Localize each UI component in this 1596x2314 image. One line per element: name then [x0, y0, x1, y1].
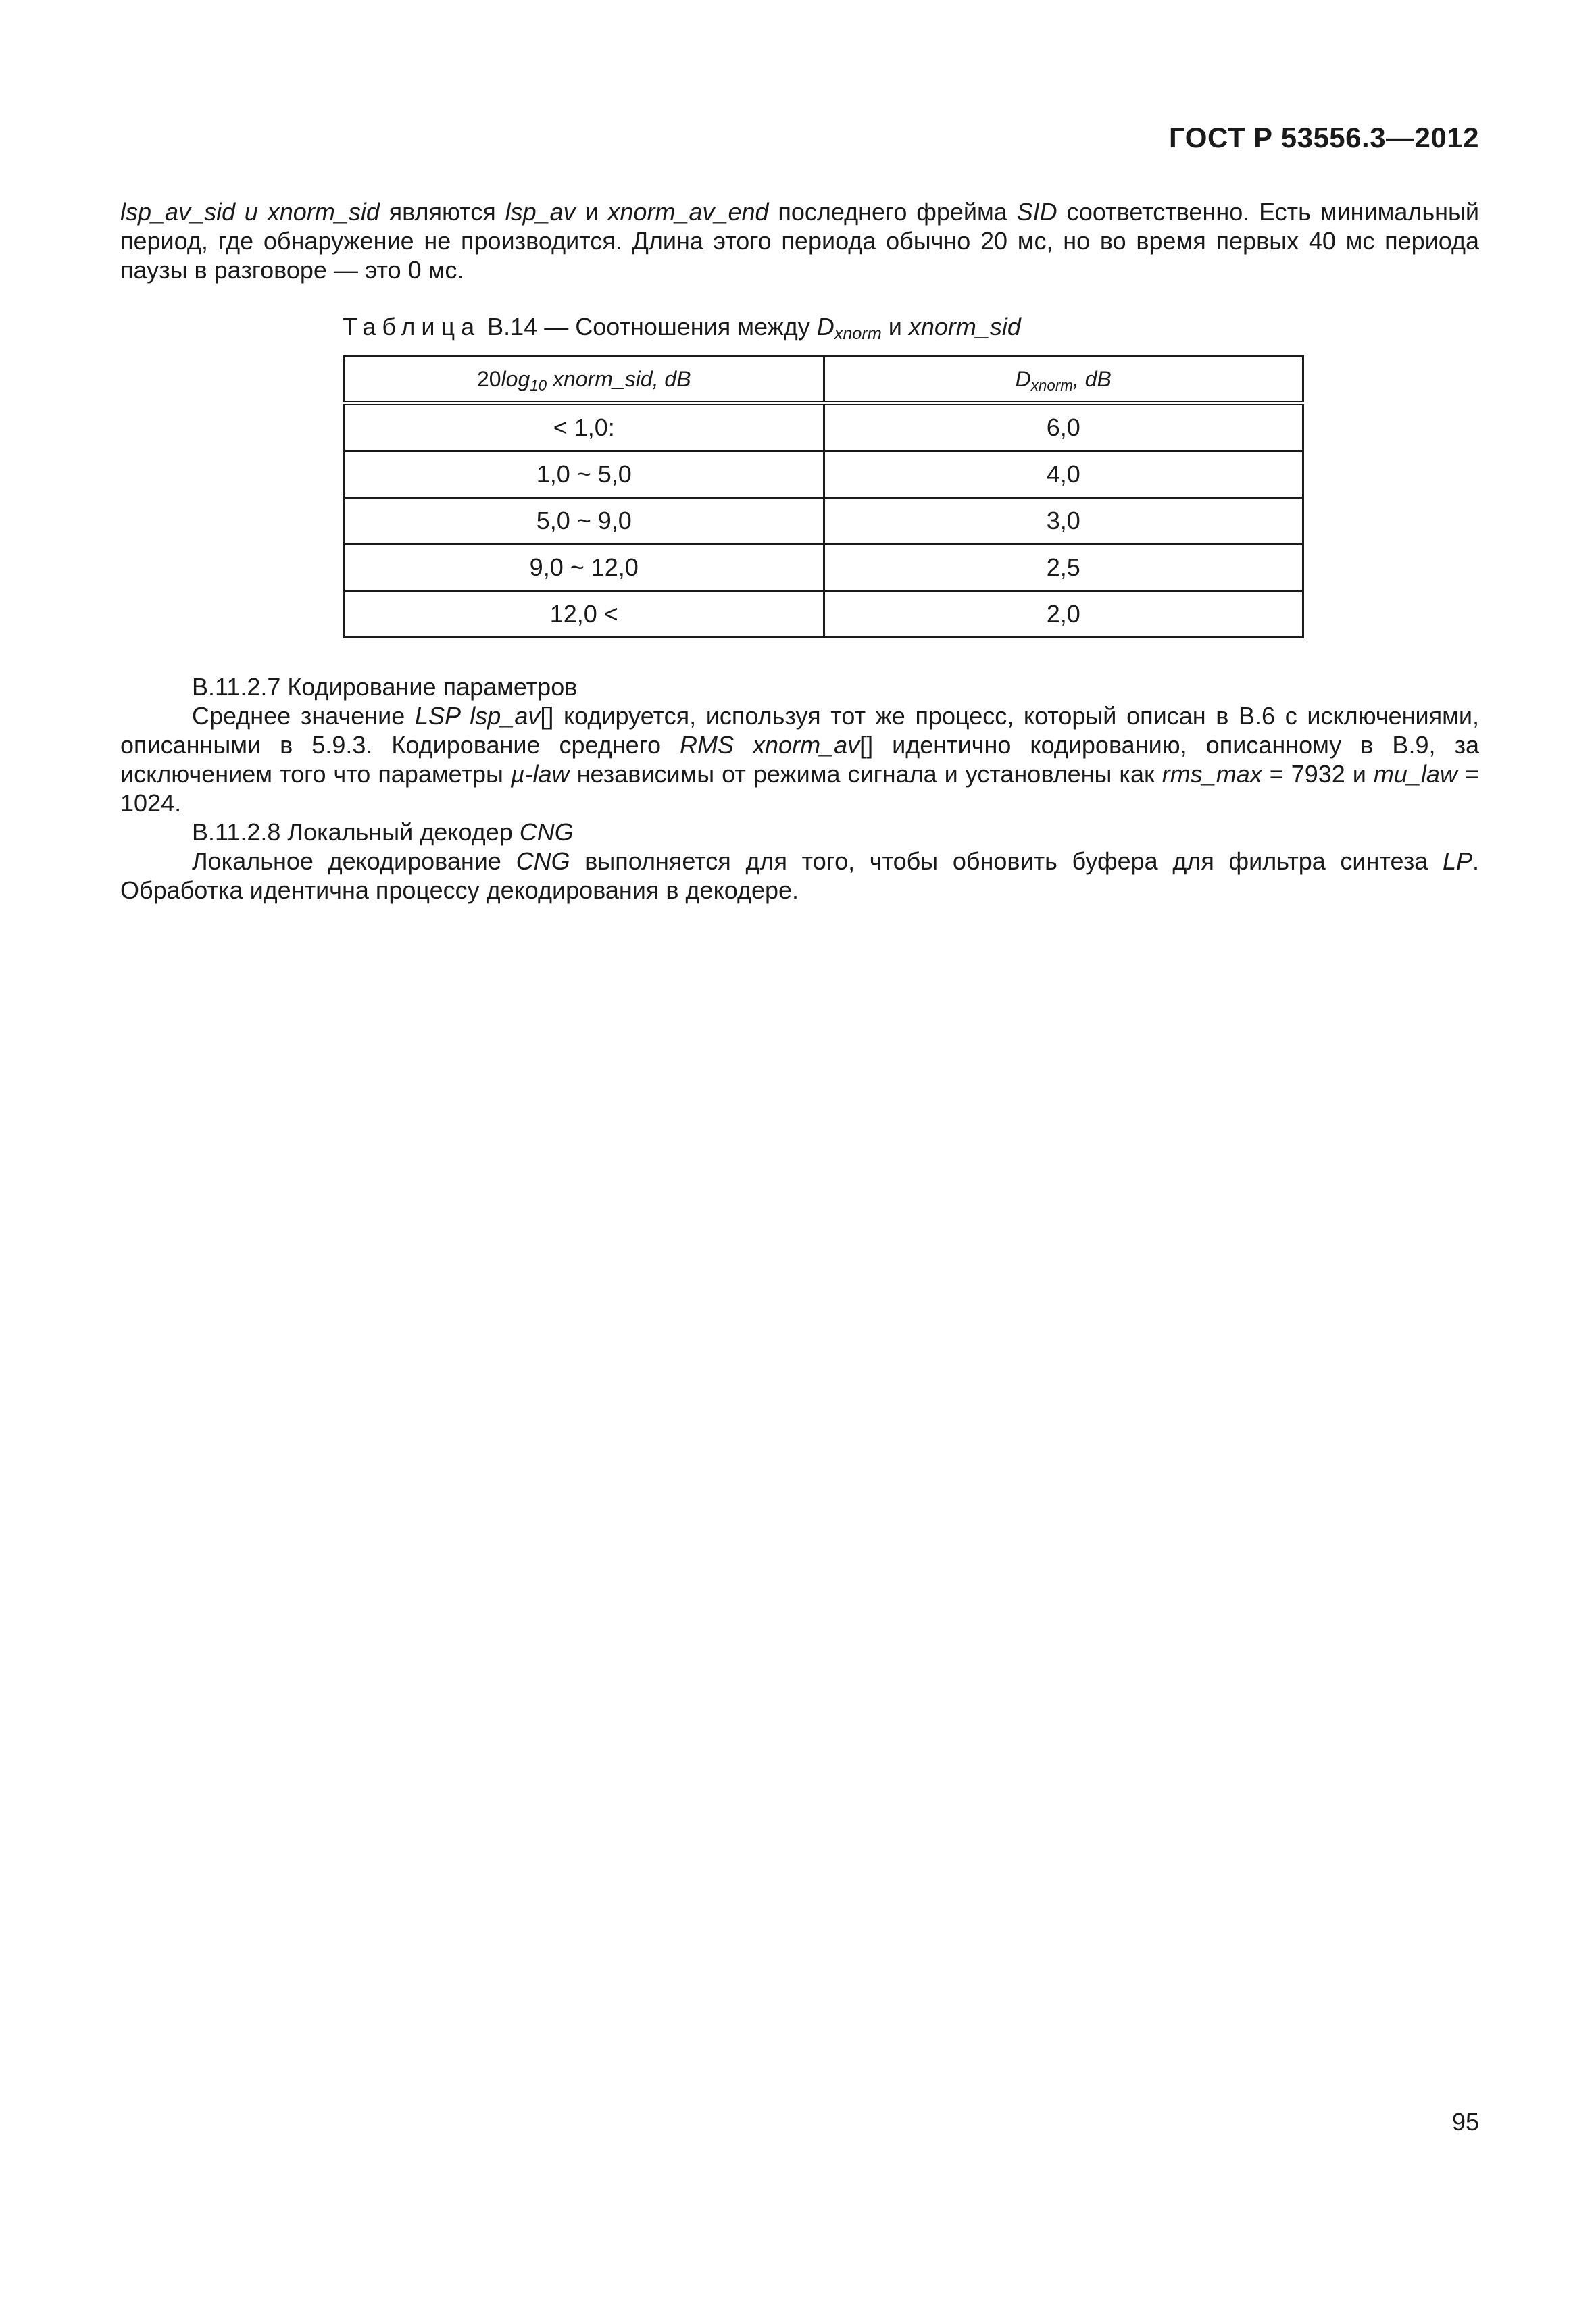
table-row	[345, 591, 1303, 638]
body-text: [] кодируется, используя тот же процесс, который описан в В.6 с исключениями, описанными в 5.9.3. Кодирование среднего	[120, 702, 1480, 759]
col1-log: log	[501, 366, 530, 391]
value-cell: 2,0	[824, 591, 1303, 638]
table-row	[345, 545, 1303, 591]
term-lsp-av-sid: lsp_av_sid	[120, 198, 236, 226]
caption-connector: и	[881, 313, 909, 341]
section-heading-b1128	[120, 818, 1479, 847]
term-lsp: LSP lsp_av	[414, 702, 541, 730]
intro-paragraph	[120, 197, 1479, 284]
term-mu-law: µ-law	[510, 760, 570, 788]
term-mu-law-param: mu_law	[1373, 760, 1457, 788]
body-text: Среднее значение	[192, 702, 415, 730]
table-row	[345, 451, 1303, 498]
body-text: Локальное декодирование	[192, 847, 516, 875]
connector-text: u	[235, 198, 268, 226]
range-cell: 12,0 <	[345, 591, 824, 638]
section-paragraph-b1128	[120, 847, 1479, 905]
table-caption-label: Таблица	[343, 313, 481, 341]
body-text: выполняется для того, чтобы обновить буфера для фильтра синтеза	[570, 847, 1443, 875]
term-rms-max: rms_max	[1162, 760, 1262, 788]
term-lp: LP	[1442, 847, 1472, 875]
body-text: . Обработка идентична процессу декодирования в декодере.	[120, 847, 1479, 904]
caption-d-subscript: xnorm	[834, 324, 882, 343]
section-block	[120, 672, 1479, 905]
term-lsp-av: lsp_av	[505, 198, 576, 226]
heading-term-cng: CNG	[519, 818, 574, 846]
range-cell: 5,0 ~ 9,0	[345, 498, 824, 545]
value-cell: 3,0	[824, 498, 1303, 545]
range-cell: 1,0 ~ 5,0	[345, 451, 824, 498]
body-text: = 1024.	[120, 760, 1479, 817]
value-cell: 4,0	[824, 451, 1303, 498]
section-heading-b1127: В.11.2.7 Кодирование параметров	[192, 673, 578, 701]
col2-d-subscript: xnorm	[1030, 376, 1073, 394]
body-text: и	[575, 198, 608, 226]
body-text: = 7932 и	[1262, 760, 1374, 788]
caption-d-symbol: D	[816, 313, 834, 341]
table-caption	[343, 312, 1021, 341]
table-caption-title: В.14 — Соотношения между	[480, 313, 817, 341]
table-row	[345, 498, 1303, 545]
document-standard-header: ГОСТ Р 53556.3—2012	[1169, 122, 1479, 153]
col2-d-symbol: D	[1015, 366, 1031, 391]
term-cng: CNG	[516, 847, 570, 875]
col1-prefix: 20	[476, 366, 501, 391]
section-paragraph-b1127	[120, 701, 1479, 818]
range-cell: 9,0 ~ 12,0	[345, 545, 824, 591]
heading-text: В.11.2.8 Локальный декодер	[192, 818, 520, 846]
column-header-xnorm-sid	[345, 357, 824, 403]
value-cell: 2,5	[824, 545, 1303, 591]
term-xnorm-sid: xnorm_sid	[267, 198, 380, 226]
page-number: 95	[1451, 2108, 1479, 2136]
intro-paragraph-block	[120, 197, 1479, 284]
col2-unit: , dB	[1072, 366, 1112, 391]
column-header-dxnorm	[824, 357, 1303, 403]
body-text: [] идентично кодированию, описанному в В.9, за исключением того что параметры	[120, 731, 1480, 788]
term-rms: RMS xnorm_av	[680, 731, 860, 759]
term-xnorm-av-end: xnorm_av_end	[607, 198, 769, 226]
caption-xnorm-sid: xnorm_sid	[908, 313, 1021, 341]
col1-label: xnorm_sid, dB	[547, 366, 691, 391]
body-text: последнего фрейма	[768, 198, 1017, 226]
table-row	[345, 403, 1303, 451]
range-cell: < 1,0:	[345, 403, 824, 451]
body-text: соответственно. Есть минимальный период, где обнаружение не производится. Длина этого периода обычно 20 мс, но во время первых 40 мс периода паузы в разговоре — это 0 мс.	[120, 198, 1479, 284]
table-header-row	[345, 357, 1303, 403]
term-sid: SID	[1016, 198, 1057, 226]
col1-log-base: 10	[530, 376, 547, 394]
body-text: являются	[379, 198, 505, 226]
value-cell: 6,0	[824, 403, 1303, 451]
xnorm-relation-table	[343, 355, 1304, 638]
body-text: независимы от режима сигнала и установлены как	[569, 760, 1162, 788]
